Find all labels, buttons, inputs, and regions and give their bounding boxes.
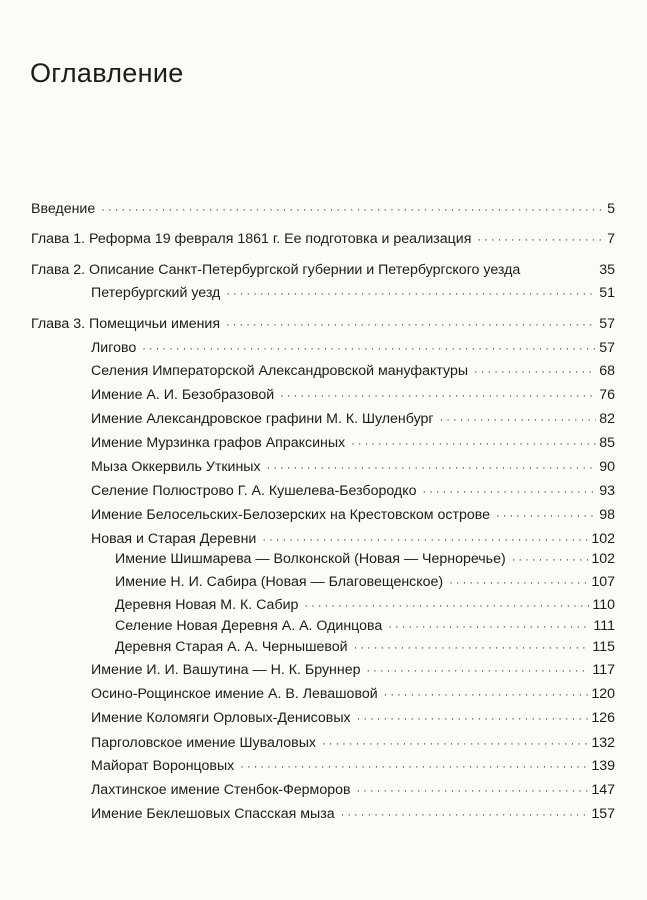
toc-entry[interactable] (91, 339, 615, 358)
page-number: 51 (599, 285, 615, 301)
dot-leader (357, 781, 589, 800)
dot-leader (357, 709, 589, 728)
page-number: 35 (599, 262, 615, 278)
page-number: 82 (599, 411, 615, 427)
page-number: 111 (593, 618, 615, 634)
dot-leader (262, 530, 588, 549)
page-number: 110 (592, 597, 615, 613)
page-number: 117 (592, 662, 615, 678)
toc-entry[interactable] (91, 805, 615, 824)
dot-leader (351, 434, 596, 453)
dot-leader (280, 386, 596, 405)
page-number: 147 (591, 782, 615, 798)
entry-title: Имение А. И. Безобразовой (91, 387, 275, 403)
entry-title: Имение Мурзинка графов Апраксиных (91, 435, 346, 451)
toc-entry[interactable] (91, 661, 615, 680)
toc-entry[interactable] (91, 410, 615, 429)
toc-entry[interactable] (91, 757, 615, 776)
dot-leader (440, 410, 597, 429)
entry-title: Селение Новая Деревня А. А. Одинцова (115, 618, 383, 634)
page-number: 102 (591, 531, 615, 547)
dot-leader (384, 685, 589, 704)
dot-leader (267, 458, 597, 477)
entry-title: Имение Белосельских-Белозерских на Крестовском острове (91, 507, 490, 523)
page-number: 7 (607, 231, 615, 247)
entry-title: Парголовское имение Шуваловых (91, 735, 316, 751)
toc-entry[interactable] (91, 284, 615, 303)
dot-leader (354, 638, 590, 657)
dot-leader (512, 550, 589, 569)
entry-title: Деревня Старая А. А. Чернышевой (115, 639, 348, 655)
dot-leader (101, 200, 604, 219)
dot-leader (449, 573, 588, 592)
dot-leader (496, 506, 596, 525)
entry-title: Глава 1. Реформа 19 февраля 1861 г. Ее подготовка и реализация (31, 231, 472, 247)
toc-entry[interactable] (91, 458, 615, 477)
dot-leader (422, 482, 596, 501)
dot-leader (322, 734, 588, 753)
page-number: 132 (591, 735, 615, 751)
page-number: 5 (607, 201, 615, 217)
page-number: 76 (599, 387, 615, 403)
toc-entry[interactable] (91, 386, 615, 405)
page-number: 120 (591, 686, 615, 702)
dot-leader (142, 339, 596, 358)
dot-leader (304, 596, 589, 615)
toc-entry[interactable] (31, 315, 615, 334)
toc-entry[interactable] (115, 638, 615, 657)
entry-title: Имение Александровское графини М. К. Шуленбург (91, 411, 434, 427)
page-title: Оглавление (30, 58, 184, 88)
entry-title: Имение И. И. Вашутина — Н. К. Бруннер (91, 662, 361, 678)
dot-leader (477, 230, 604, 249)
dot-leader (240, 757, 588, 776)
page-number: 98 (599, 507, 615, 523)
toc-entry[interactable] (115, 617, 615, 636)
page-number: 115 (592, 639, 615, 655)
page-number: 85 (599, 435, 615, 451)
entry-title: Глава 2. Описание Санкт-Петербургской губернии и Петербургского уезда (31, 262, 521, 278)
toc-entry[interactable] (91, 482, 615, 501)
entry-title: Лахтинское имение Стенбок-Ферморов (91, 782, 351, 798)
entry-title: Майорат Воронцовых (91, 758, 235, 774)
page-number: 139 (591, 758, 615, 774)
entry-title: Мыза Оккервиль Уткиных (91, 459, 261, 475)
toc-entry[interactable] (115, 573, 615, 592)
dot-leader (388, 617, 590, 636)
entry-title: Деревня Новая М. К. Сабир (115, 597, 299, 613)
toc-entry[interactable] (115, 550, 615, 569)
entry-title: Имение Шишмарева — Волконской (Новая — Черноречье) (115, 551, 506, 567)
toc-entry[interactable] (115, 596, 615, 615)
entry-title: Имение Беклешовых Спасская мыза (91, 806, 335, 822)
entry-title: Имение Н. И. Сабира (Новая — Благовещенское) (115, 574, 444, 590)
entry-title: Лигово (91, 340, 137, 356)
dot-leader (367, 661, 590, 680)
toc-entry[interactable] (91, 734, 615, 753)
entry-title: Глава 3. Помещичьи имения (31, 316, 221, 332)
dot-leader (341, 805, 589, 824)
toc-entry[interactable] (91, 530, 615, 549)
page-number: 102 (591, 551, 615, 567)
dot-leader (226, 284, 596, 303)
page-number: 68 (599, 363, 615, 379)
toc-entry[interactable] (91, 709, 615, 728)
entry-title: Имение Коломяги Орловых-Денисовых (91, 710, 351, 726)
page-number: 57 (599, 340, 615, 356)
entry-title: Петербургский уезд (91, 285, 221, 301)
entry-title: Селение Полюстрово Г. А. Кушелева-Безбородко (91, 483, 417, 499)
toc-entry[interactable] (31, 200, 615, 219)
toc-entry[interactable] (91, 434, 615, 453)
entry-title: Введение (31, 201, 96, 217)
dot-leader (474, 362, 596, 381)
entry-title: Осино-Рощинское имение А. В. Левашовой (91, 686, 378, 702)
entry-title: Новая и Старая Деревни (91, 531, 257, 547)
page-number: 157 (591, 806, 615, 822)
toc-entry[interactable] (91, 506, 615, 525)
toc-entry[interactable] (91, 685, 615, 704)
page-number: 57 (599, 316, 615, 332)
dot-leader (226, 315, 596, 334)
toc-entry[interactable] (31, 230, 615, 249)
entry-title: Селения Императорской Александровской мануфактуры (91, 363, 469, 379)
page-number: 107 (591, 574, 615, 590)
toc-entry[interactable] (91, 781, 615, 800)
toc-entry[interactable] (91, 362, 615, 381)
page-number: 90 (599, 459, 615, 475)
toc-entry[interactable] (31, 261, 615, 279)
page-number: 126 (591, 710, 615, 726)
page-number: 93 (599, 483, 615, 499)
